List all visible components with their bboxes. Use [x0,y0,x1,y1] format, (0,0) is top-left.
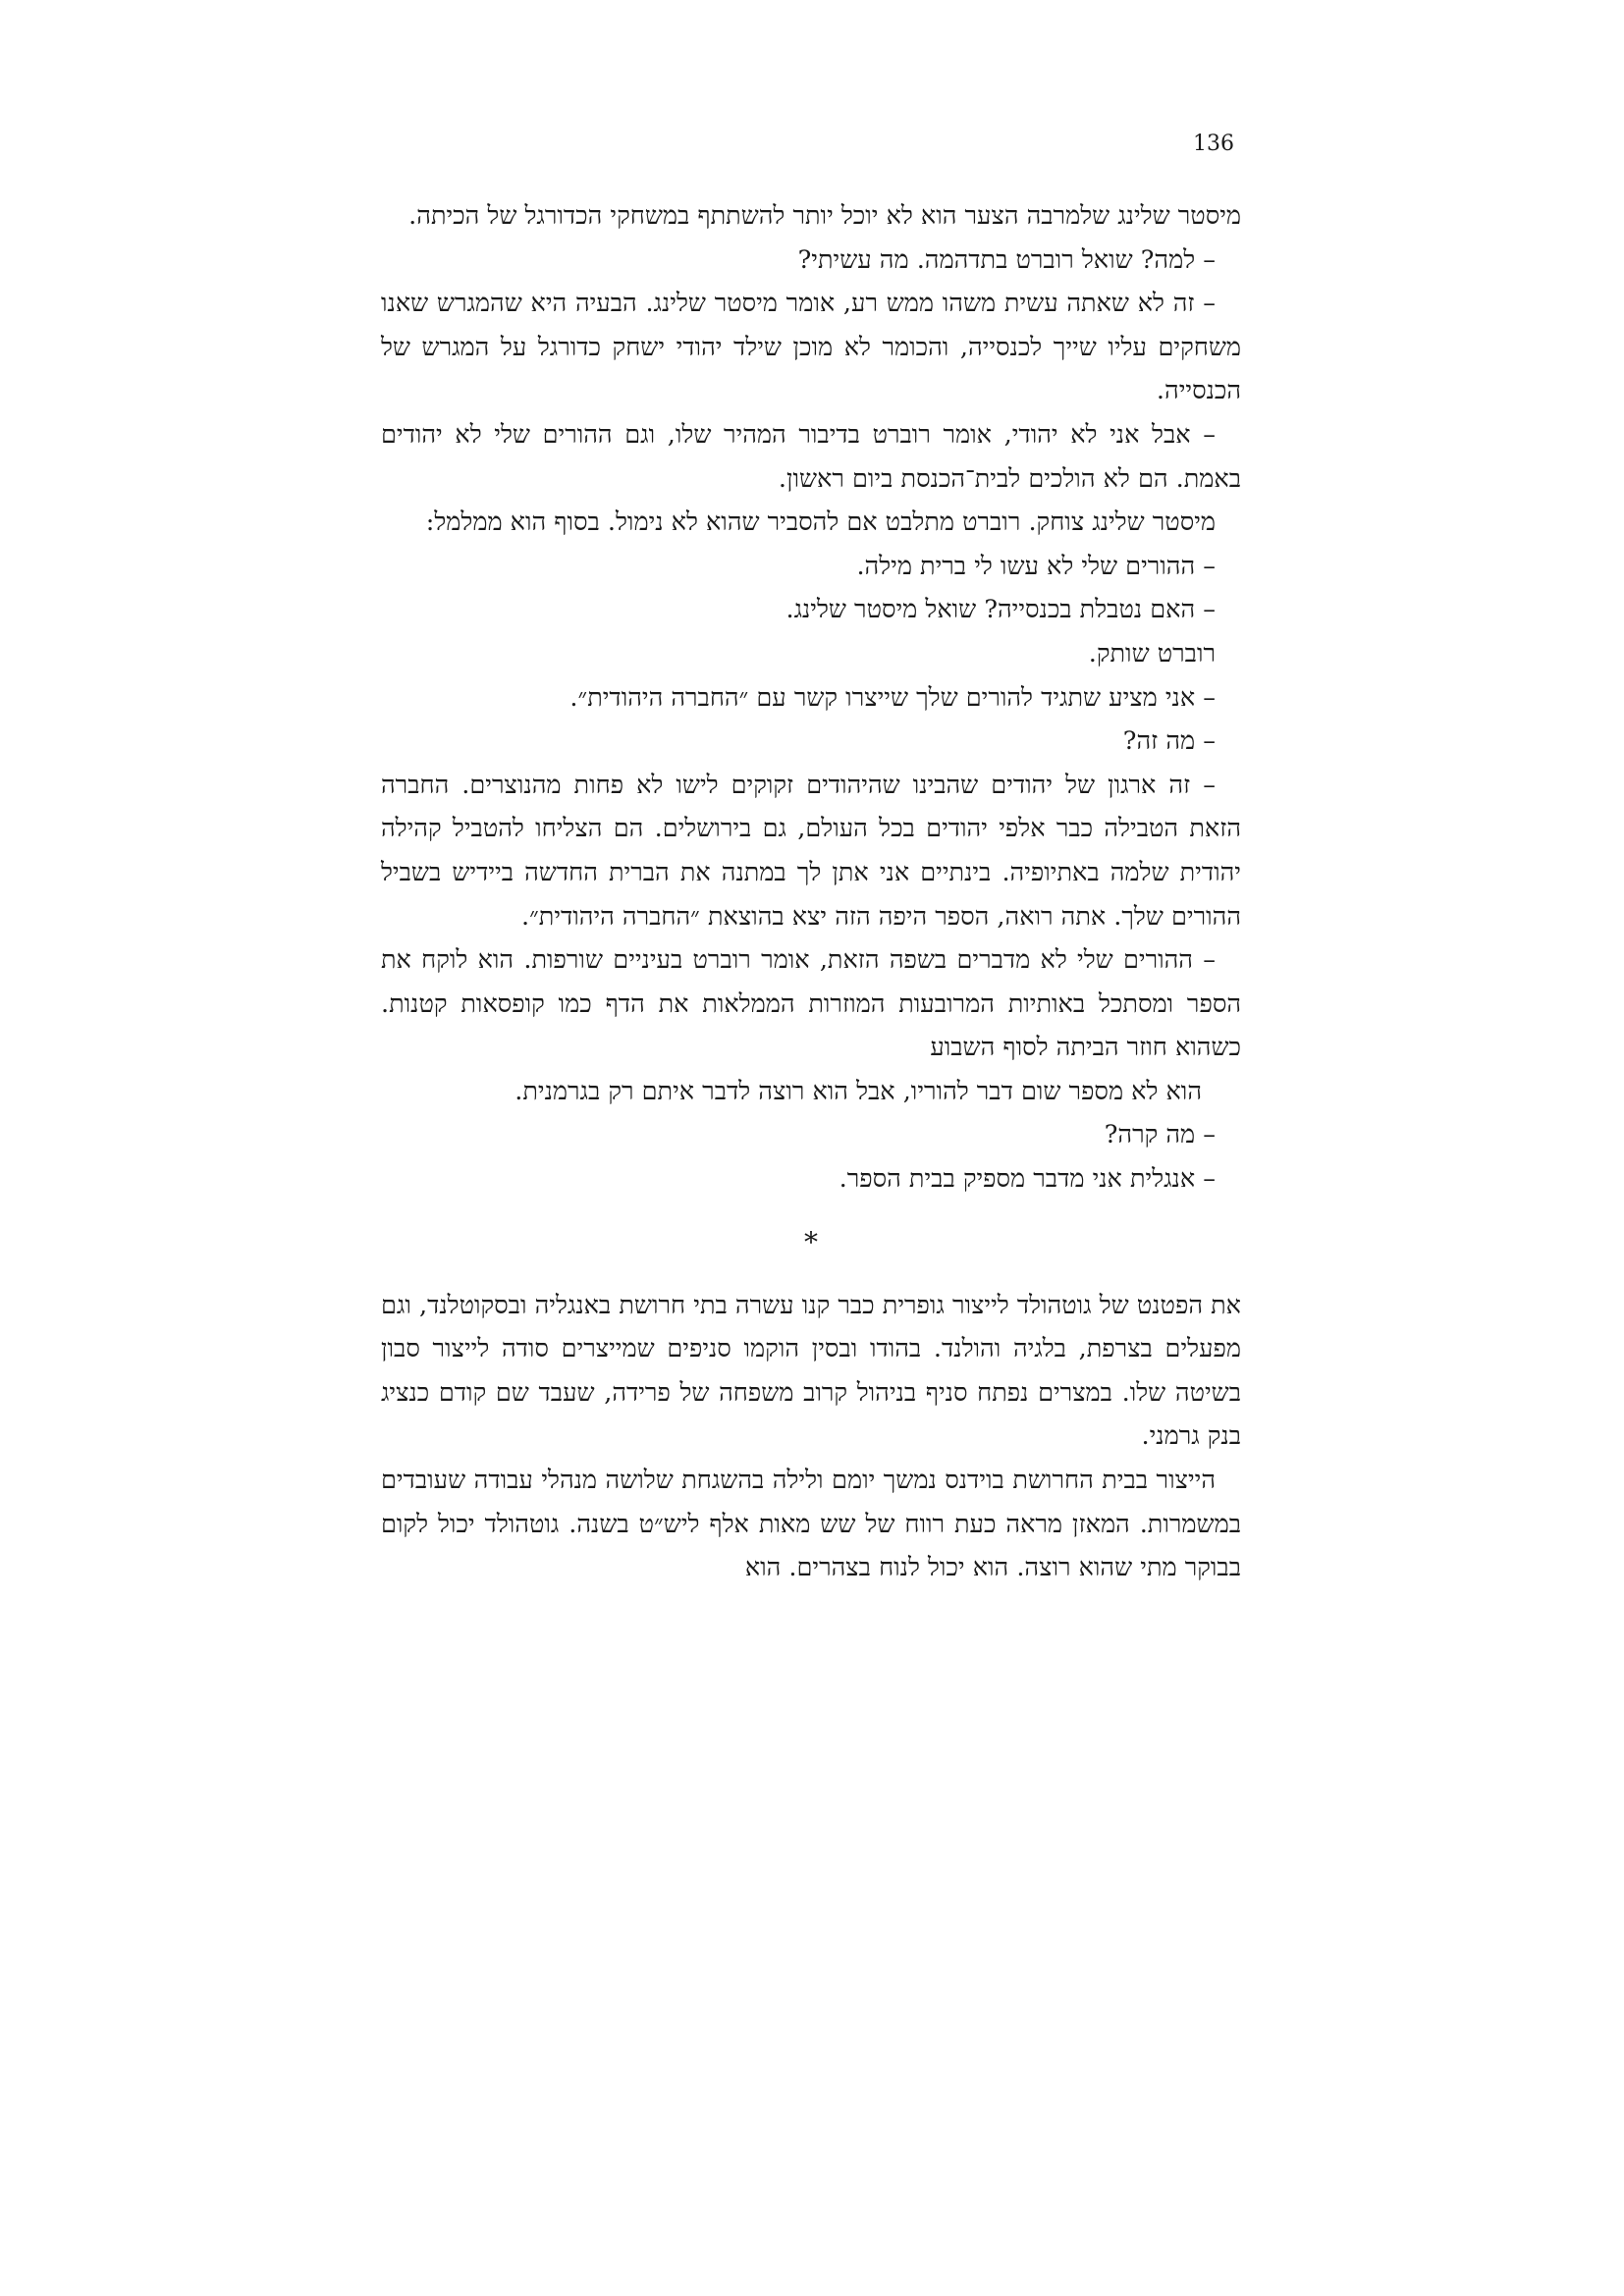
paragraph: הוא לא מספר שום דבר להוריו, אבל הוא רוצה לדבר איתם רק בגרמנית. [514,1076,1202,1106]
page-number: 136 [1193,132,1234,156]
dialogue-line: – האם נטבלת בכנסייה? שואל מיסטר שלינג. [785,595,1216,625]
section-separator-asterisk: * [804,1225,818,1258]
dialogue-paragraph: – זה לא שאתה עשית משהו ממש רע, אומר מיסטר שלינג. הבעיה היא שהמגרש שאנו משחקים עליו שייך לכנסייה, והכומר לא מוכן שילד יהודי ישחק כדורגל על המגרש של הכנסייה. [381,289,1241,406]
section-one [381,194,1241,1201]
paragraph: מיסטר שלינג שלמרבה הצער הוא לא יוכל יותר להשתתף במשחקי הכדורגל של הכיתה. [408,201,1241,231]
dialogue-line: – מה זה? [1122,726,1216,757]
dialogue-line: – ההורים שלי לא עשו לי ברית מילה. [856,551,1216,581]
dialogue-line: – למה? שואל רוברט בתדהמה. מה עשיתי? [797,244,1216,275]
dialogue-paragraph: – אבל אני לא יהודי, אומר רוברט בדיבור המהיר שלו, וגם ההורים שלי לא יהודים באמת. הם לא הולכים לבית־הכנסת ביום ראשון. [381,419,1241,494]
paragraph: את הפטנט של גוטהולד לייצור גופרית כבר קנו עשרה בתי חרושת באנגליה ובסקוטלנד, וגם מפעלים בצרפת, בלגיה והולנד. בהודו ובסין הוקמו סניפים שמייצרים סודה לייצור סבון בשיטה שלו. במצרים נפתח סניף בניהול קרוב משפחה של פרידה, שעבד שם קודם כנציג בנק גרמני. [381,1290,1241,1452]
dialogue-paragraph: – ההורים שלי לא מדברים בשפה הזאת, אומר רוברט בעיניים שורפות. הוא לוקח את הספר ומסתכל באותיות המרובעות המוזרות הממלאות את הדף כמו קופסאות קטנות. כשהוא חוזר הביתה לסוף השבוע [381,945,1241,1063]
paragraph: הייצור בבית החרושת בוידנס נמשך יומם ולילה בהשגחת שלושה מנהלי עבודה שעובדים במשמרות. המאזן מראה כעת רווח של שש מאות אלף ליש״ט בשנה. גוטהולד יכול לקום בבוקר מתי שהוא רוצה. הוא יכול לנוח בצהרים. הוא [381,1466,1241,1583]
dialogue-paragraph: – זה ארגון של יהודים שהבינו שהיהודים זקוקים לישו לא פחות מהנוצרים. החברה הזאת הטבילה כבר אלפי יהודים בכל העולם, גם בירושלים. הם הצליחו להטביל קהילה יהודית שלמה באתיופיה. בינתיים אני אתן לך במתנה את הברית החדשה ביידיש בשביל ההורים שלך. אתה רואה, הספר היפה הזה יצא בהוצאת ״החברה היהודית״. [381,770,1241,932]
paragraph: מיסטר שלינג צוחק. רוברט מתלבט אם להסביר שהוא לא נימול. בסוף הוא ממלמל: [425,507,1216,538]
dialogue-line: – אנגלית אני מדבר מספיק בבית הספר. [839,1164,1216,1195]
paragraph: רוברט שותק. [1088,638,1216,668]
dialogue-line: – מה קרה? [1104,1120,1216,1150]
dialogue-line: – אני מציע שתגיד להורים שלך שייצרו קשר עם ״החברה היהודית״. [569,682,1216,713]
book-text-body [381,194,1241,1590]
section-two [381,1284,1241,1590]
